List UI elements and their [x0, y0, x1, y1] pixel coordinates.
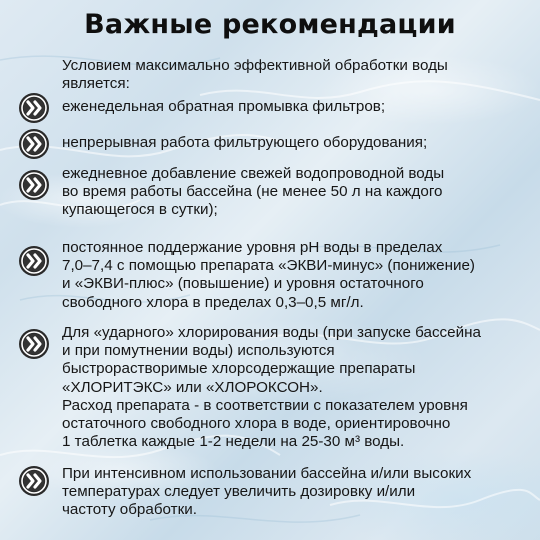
- double-chevron-right-icon: [18, 128, 50, 160]
- list-item-line: остаточного свободного хлора в воде, ориентировочно: [62, 415, 451, 433]
- list-item-line: «ХЛОРИТЭКС» или «ХЛОРОКСОН».: [62, 378, 323, 396]
- list-item-line: Для «ударного» хлорирования воды (при запуске бассейна: [62, 324, 481, 341]
- double-chevron-right-icon: [18, 328, 50, 360]
- page-title: Важные рекомендации: [84, 9, 456, 40]
- list-item-text: [62, 98, 532, 116]
- list-item-text: [62, 239, 532, 312]
- list-item-text: [62, 465, 532, 520]
- list-item-line: постоянное поддержание уровня рН воды в пределах: [62, 239, 443, 256]
- list-item-line: 7,0–7,4 с помощью препарата «ЭКВИ-минус» (понижение): [62, 257, 475, 275]
- intro-line: является:: [62, 75, 130, 93]
- list-item-line: купающегося в сутки);: [62, 201, 218, 219]
- intro-text: [62, 57, 532, 93]
- double-chevron-right-icon: [18, 92, 50, 124]
- double-chevron-right-icon: [18, 245, 50, 277]
- list-item-line: При интенсивном использовании бассейна и/или высоких: [62, 465, 472, 482]
- list-item-line: 1 таблетка каждые 1-2 недели на 25-30 м³ воды.: [62, 433, 405, 451]
- list-item-line: Расход препарата - в соответствии с показателем уровня: [62, 396, 468, 414]
- list-item-line: ежедневное добавление свежей водопроводной воды: [62, 165, 445, 182]
- intro-line: Условием максимально эффективной обработки воды: [62, 57, 448, 74]
- double-chevron-right-icon: [18, 465, 50, 497]
- list-item-line: во время работы бассейна (не менее 50 л на каждого: [62, 183, 443, 201]
- list-item-text: [62, 324, 532, 451]
- list-item-line: частоту обработки.: [62, 501, 197, 519]
- list-item-line: быстрорастворимые хлорсодержащие препараты: [62, 360, 416, 378]
- list-item-text: [62, 134, 532, 152]
- list-item-line: температурах следует увеличить дозировку и/или: [62, 483, 416, 501]
- list-item-text: [62, 165, 532, 220]
- double-chevron-right-icon: [18, 169, 50, 201]
- list-item-line: еженедельная обратная промывка фильтров;: [62, 98, 386, 115]
- list-item-line: непрерывная работа фильтрующего оборудования;: [62, 134, 428, 151]
- list-item-line: свободного хлора в пределах 0,3–0,5 мг/л.: [62, 293, 364, 311]
- list-item-line: и при помутнении воды) используются: [62, 342, 335, 360]
- list-item-line: и «ЭКВИ-плюс» (повышение) и уровня остаточного: [62, 275, 424, 293]
